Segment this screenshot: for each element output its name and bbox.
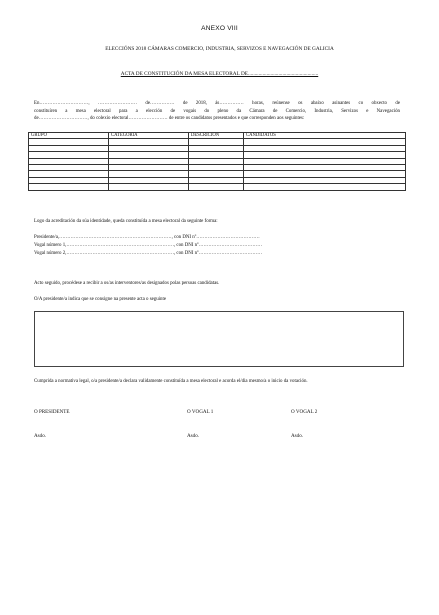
closing-text: Cumprida a normativa legal, o/a presidente/a declara validamente constituída a mesa electoral e acorda el/dia mesmo/a o inicio da votación. (34, 379, 308, 384)
candidates-table (28, 132, 406, 191)
header-categoria: CATEGORÍA (109, 133, 189, 139)
header-grupo: GRUPO (29, 133, 109, 139)
indicates-text: O/A presidente/a indica que se consigne na presente acta o seguinte (34, 297, 166, 302)
table-cell[interactable] (29, 184, 109, 190)
intro-paragraph (34, 100, 400, 123)
table-cell[interactable] (189, 184, 244, 190)
table-body (29, 139, 406, 190)
asdo-vogal2: Asdo. (291, 433, 304, 439)
signature-vogal1-label: O VOGAL 1 (187, 409, 214, 415)
header-candidatos: CANDIDATOS (244, 133, 406, 139)
vogal2-line: Vogal número 2,…………………………………………………………, con DNI nº………………………………… (34, 251, 263, 256)
vogal1-line: Vogal número 1,…………………………………………………………, con DNI nº………………………………… (34, 243, 263, 248)
header-descricion: DESCRICIÓN (189, 133, 244, 139)
annex-title: ANEXO VIII (201, 25, 238, 32)
signature-president-label: O PRESIDENTE (34, 409, 70, 415)
intro-line-3: de…………………………, do colexio electoral…………………… de entre os candidatos presentados e que corresponden aos seguintes: (34, 116, 305, 122)
intro-line-1: En…………………………, …………………… de…………… de 2018, ás…………… horas, reúnense os abaixo asinantes co obxecto de (34, 101, 400, 106)
signature-vogal2-label: O VOGAL 2 (291, 409, 318, 415)
acta-title: ACTA DE CONSTITUCIÓN DA MESA ELECTORAL DE..................................................... (120, 71, 319, 77)
constitution-intro: Logo da acreditación da súa identidade, queda constituída a mesa electoral da seguinte forma: (34, 219, 218, 224)
table-cell[interactable] (109, 184, 189, 190)
table-cell[interactable] (244, 184, 406, 190)
asdo-vogal1: Asdo. (187, 433, 200, 439)
intro-line-2: constituíren a mesa electoral para a elección de vogais do pleno da Cámara de Comercio, Industria, Servizos e Navegación (34, 108, 400, 114)
table-row (29, 184, 406, 190)
election-subtitle: ELECCIÓNS 2018 CÁMARAS COMERCIO, INDUSTRIA, SERVIZOS E NAVEGACIÓN DE GALICIA (105, 46, 334, 52)
interventores-text: Acto seguido, procédese a recibir a os/as interventores/as designados polas persoas candidatas. (34, 281, 220, 286)
president-line: Presidente/a,……………………………………………………………, con DNI nº………………………………… (34, 235, 260, 240)
asdo-president: Asdo. (34, 433, 47, 439)
observations-box[interactable] (34, 311, 404, 367)
